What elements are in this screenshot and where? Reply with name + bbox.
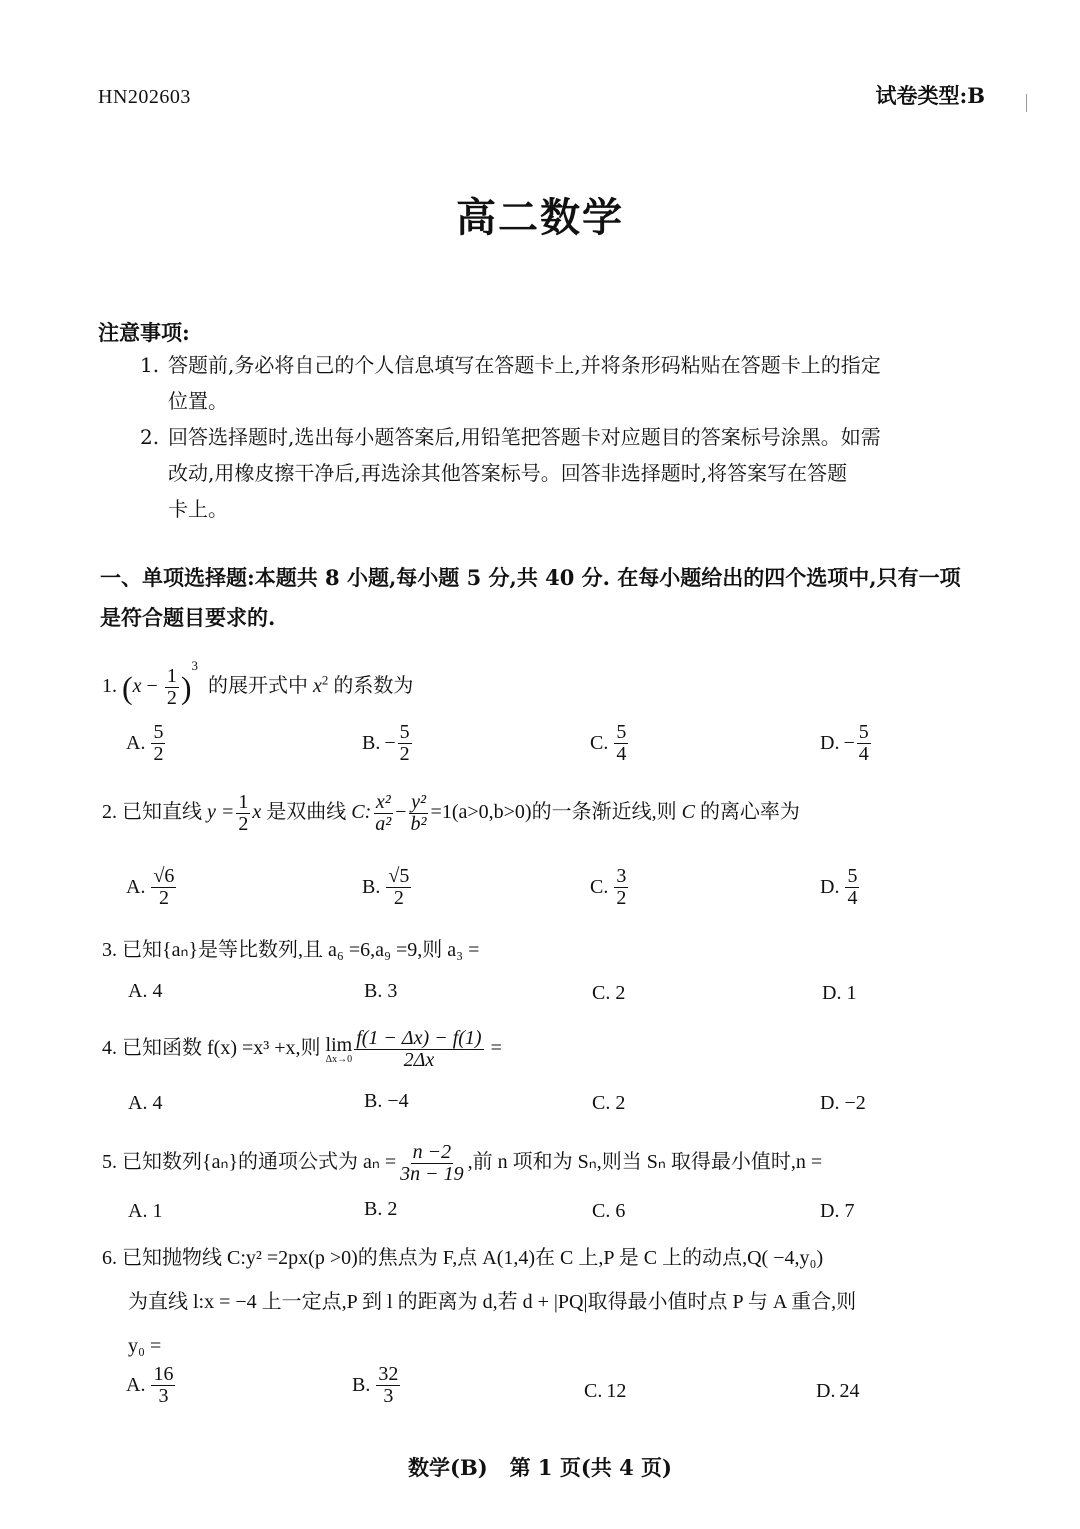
denominator: 4 <box>847 887 858 909</box>
notice-heading: 注意事项: <box>98 320 190 345</box>
denominator: 4 <box>858 743 869 765</box>
numerator: √5 <box>388 865 410 887</box>
fraction <box>151 866 176 909</box>
paper-type: 试卷类型:B <box>875 83 985 108</box>
denominator: 3 <box>158 1385 169 1407</box>
notice-item-2 <box>140 419 990 527</box>
option-c[interactable] <box>584 1380 626 1403</box>
option-b[interactable]: B. 3 <box>364 980 398 1002</box>
numerator: 5 <box>858 721 869 743</box>
fraction <box>386 866 411 909</box>
option-label: C. <box>590 876 609 898</box>
notice-text: 改动,用橡皮擦干净后,再选涂其他答案标号。回答非选择题时,将答案写在答题 <box>168 461 848 485</box>
fraction <box>845 866 859 909</box>
numerator: 5 <box>399 721 410 743</box>
math-var: C <box>681 801 695 824</box>
section-heading <box>100 558 990 638</box>
limit-subscript: Δx→0 <box>325 1053 353 1065</box>
exponent: 3 <box>191 658 198 673</box>
denominator: 2 <box>153 743 164 765</box>
numerator: x² <box>375 791 391 813</box>
exponent: 2 <box>321 672 329 688</box>
option-text: 12 <box>606 1380 627 1402</box>
option-a[interactable] <box>126 722 167 765</box>
section-heading-line: 一、单项选择题:本题共 8 小题,每小题 5 分,共 40 分. 在每小题给出的四个选项中,只有一项 <box>100 565 961 590</box>
option-text: 24 <box>839 1380 860 1402</box>
numerator: f(1 − Δx) − f(1) <box>356 1027 482 1049</box>
limit <box>326 1035 353 1065</box>
option-label: A. <box>126 732 146 754</box>
denominator: 2 <box>399 743 410 765</box>
denominator: 2 <box>238 813 249 835</box>
fraction <box>376 1364 400 1407</box>
fraction <box>398 1142 466 1185</box>
option-label: D. <box>816 1380 836 1402</box>
question-text: ,前 n 项和为 Sₙ,则当 Sₙ 取得最小值时,n = <box>467 1151 823 1174</box>
limit-label: lim <box>325 1033 353 1056</box>
question-text: 的离心率为 <box>699 801 800 824</box>
question-1: 1. (x − $\frac{1}{2}$ )$^3$ 的展开式中 $x^2$ 的系数为 <box>102 658 414 709</box>
question-6 <box>102 1236 992 1368</box>
option-b[interactable] <box>362 722 414 765</box>
denominator: 2 <box>166 686 177 709</box>
numerator: 5 <box>847 865 858 887</box>
notice-num: 2. <box>140 425 160 449</box>
option-label: A. <box>126 876 146 898</box>
denominator: a² <box>375 813 392 835</box>
math-var: x <box>252 801 262 824</box>
fraction <box>354 1028 483 1071</box>
denominator: b² <box>410 813 427 835</box>
option-label: A. <box>126 1374 146 1396</box>
numerator: y² <box>411 791 426 813</box>
denominator: 4 <box>616 743 627 765</box>
option-b[interactable] <box>362 866 413 909</box>
denominator: 2 <box>616 887 627 909</box>
numerator: 32 <box>378 1363 399 1385</box>
fraction <box>165 666 179 709</box>
option-c[interactable] <box>590 866 630 909</box>
section-heading-line: 是符合题目要求的. <box>100 605 276 630</box>
question-3: 3. 已知{aₙ}是等比数列,且 a₆ =6,a₉ =9,则 a₃ = <box>102 939 480 961</box>
exam-code: HN202603 <box>98 86 191 108</box>
notice-text: 卡上。 <box>168 497 228 521</box>
notice-num: 1. <box>140 353 160 377</box>
question-text: y₀ = <box>128 1335 162 1357</box>
option-b[interactable] <box>352 1364 402 1407</box>
fraction <box>409 792 429 835</box>
math-expr: y = <box>207 801 235 824</box>
numerator: √6 <box>153 865 175 887</box>
math-var: x <box>132 675 142 697</box>
option-d[interactable]: D. 7 <box>820 1200 855 1222</box>
crop-mark <box>1026 94 1027 112</box>
notice-text: 回答选择题时,选出每小题答案后,用铅笔把答题卡对应题目的答案标号涂黑。如需 <box>168 425 881 449</box>
option-label: D. <box>820 732 840 754</box>
question-text: 的展开式中 <box>207 675 308 697</box>
fraction <box>614 722 628 765</box>
denominator: 3n − 19 <box>400 1163 464 1185</box>
option-b[interactable]: B. 2 <box>364 1198 398 1220</box>
option-c[interactable]: C. 2 <box>592 1092 626 1114</box>
numerator: 16 <box>153 1363 174 1385</box>
question-text: 6. 已知抛物线 C:y² =2px(p >0)的焦点为 F,点 A(1,4)在 C 上,P 是 C 上的动点,Q( −4,y₀) <box>102 1247 824 1269</box>
math-op: − <box>395 801 407 824</box>
fraction <box>151 722 165 765</box>
numerator: 5 <box>616 721 627 743</box>
option-label: B. <box>362 876 381 898</box>
notice-text: 答题前,务必将自己的个人信息填写在答题卡上,并将条形码粘贴在答题卡上的指定 <box>168 353 881 377</box>
question-number: 1. <box>102 675 117 697</box>
option-c[interactable]: C. 2 <box>592 982 626 1004</box>
option-b[interactable]: B. −4 <box>364 1090 409 1112</box>
fraction <box>614 866 628 909</box>
question-text: 已知直线 <box>122 801 202 824</box>
notice-text: 位置。 <box>168 389 228 413</box>
denominator: 2Δx <box>403 1049 435 1071</box>
fraction <box>857 722 871 765</box>
option-label: C. <box>590 732 609 754</box>
option-d[interactable]: D. −2 <box>820 1092 866 1114</box>
option-label: B. <box>362 732 381 754</box>
option-sign: − <box>843 732 855 754</box>
option-d[interactable] <box>816 1380 859 1403</box>
option-label: D. <box>820 876 840 898</box>
option-sign: − <box>384 732 396 754</box>
option-c[interactable]: C. 6 <box>592 1200 626 1222</box>
question-5 <box>102 1142 992 1185</box>
option-c[interactable] <box>590 722 630 765</box>
denominator: 2 <box>158 887 169 909</box>
fraction <box>236 792 250 835</box>
question-text: 为直线 l:x = −4 上一定点,P 到 l 的距离为 d,若 d + |PQ|取得最小值时点 P 与 A 重合,则 <box>128 1291 857 1313</box>
option-a[interactable]: A. 4 <box>128 980 163 1002</box>
fraction <box>398 722 412 765</box>
question-number: 2. <box>102 801 117 824</box>
notice-item-1 <box>140 347 990 419</box>
numerator: 1 <box>166 664 177 687</box>
page-footer: 数学(B) 第 1 页(共 4 页) <box>408 1455 672 1480</box>
denominator: 3 <box>383 1385 394 1407</box>
denominator: 2 <box>393 887 404 909</box>
option-label: C. <box>584 1380 603 1402</box>
option-d[interactable] <box>820 866 861 909</box>
option-d[interactable] <box>820 722 873 765</box>
numerator: 3 <box>616 865 627 887</box>
fraction <box>373 792 393 835</box>
option-label: B. <box>352 1374 371 1396</box>
option-d[interactable]: D. 1 <box>822 982 857 1004</box>
question-text: 4. 已知函数 f(x) =x³ +x,则 <box>102 1037 321 1060</box>
numerator: 5 <box>153 721 164 743</box>
math-op: − <box>146 675 158 697</box>
numerator: 1 <box>238 791 249 813</box>
option-a[interactable] <box>126 1364 177 1407</box>
question-text: 是双曲线 <box>266 801 347 824</box>
fraction <box>151 1364 175 1407</box>
option-a[interactable]: A. 1 <box>128 1200 163 1222</box>
question-text: 5. 已知数列{aₙ}的通项公式为 aₙ = <box>102 1151 397 1174</box>
math-var: C: <box>351 801 372 824</box>
math-var: x <box>312 675 322 697</box>
question-text: 的系数为 <box>333 675 414 697</box>
option-a[interactable]: A. 4 <box>128 1092 163 1114</box>
option-a[interactable] <box>126 866 178 909</box>
page-title: 高二数学 <box>456 194 624 241</box>
question-4 <box>102 1028 992 1071</box>
question-2 <box>102 792 992 835</box>
math-op: = <box>490 1037 502 1060</box>
question-text: =1(a>0,b>0)的一条渐近线,则 <box>430 801 677 824</box>
numerator: n −2 <box>412 1141 452 1163</box>
